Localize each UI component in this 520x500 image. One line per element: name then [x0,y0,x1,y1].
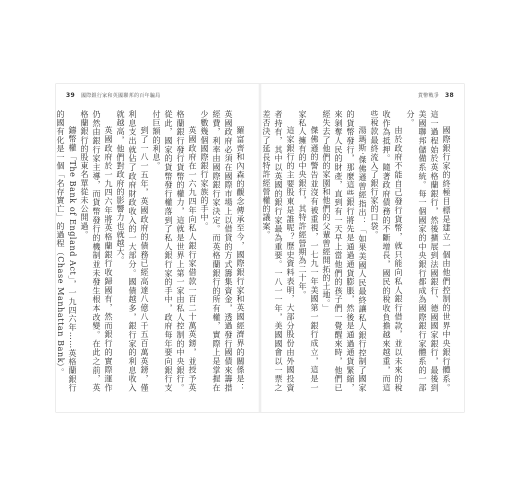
left-paragraph-4: 英國政府於一九四六年將英格蘭銀行收歸國有，然而銀行的實際運作仍然由銀行家主導，而貨幣發行的機制並未發生根本改變。在此之前，英格蘭銀行的股東名單從未公開過。 [80,110,113,392]
right-paragraph-1: 國際銀行家的終極目標是建立一個由他們控制的世界中央銀行體系。這一過程始於英格蘭銀行，然後擴展到法國銀行、德國國家銀行，最後到美國聯邦儲備系統。每一個國家的中央銀行都成為國際銀行家體系的一部分。 [406,110,451,392]
right-paragraph-4: 傑佛遜的警告並沒有被重視，一七九一年美國第一銀行成立，這是一家私人擁有的中央銀行，其特許經營期為二十年。 [298,110,319,392]
left-paragraph-3: 到了一八一五年，英國政府的債務已經高達八億八千五百萬英鎊，僅利息支出就佔了政府財政收入的一大部分。國債越多，銀行家的利息收入就越高，他們對政府的影響力也就越大。 [116,110,149,392]
right-body-text [262,110,452,392]
left-page-number: 39 [66,92,75,99]
right-page [260,84,464,412]
right-paragraph-5: 這家銀行的主要股東是誰呢？歷史資料表明，大部分股份由外國投資者持有，其中以英國的銀行家最為重要。一八一一年，美國國會以一票之差否決了延長特許經營權的議案。 [262,110,295,392]
right-header-title: 貨幣戰爭 [417,93,440,99]
left-body-text [56,110,246,392]
left-paragraph-1: 羅富齊和內森的觀念傳承至今，國際銀行家和英國經濟界的關係是：英國政府必須在國際市場上以借貸的方式籌集資金，透過發行國債來籌措經費，利率由國際銀行家決定。而英格蘭銀行的所有權，實際上是掌握在少數幾個國際銀行家族的手中。 [200,110,245,392]
book-spread [56,84,464,412]
left-paragraph-2: 英國政府在一六九四年向私人銀行家借款一百二十萬英鎊，並授予英格蘭銀行發行貨幣的權力，這就是世界上第一家由私人控制的中央銀行。從此，國家的貨幣發行權落到了私人銀行家的手中，政府每年要向銀行支付巨額的利息。 [152,110,197,392]
left-running-header [66,92,160,99]
right-paragraph-3: 湯瑪斯‧傑佛遜曾經指出：「如果美國人民最終讓私人銀行控制了國家的貨幣發行，那麼這些銀行將先是通過通貨膨脹，然後是通過通貨緊縮，來剝奪人民的財產，直到有一天早上當他們的孩子們一覺醒來時，他們已經失去了他們的家園和他們的父輩曾經開拓的土地。」 [322,110,367,392]
left-header-title: 國際銀行家和英國聯邦的百年騙局 [80,93,161,99]
left-page [56,84,260,412]
right-paragraph-2: 由於政府不能自己發行貨幣，就只能向私人銀行借款，並以未來的稅收作為抵押。隨著政府債務的不斷增長，國民的稅收負擔越來越重，而這些稅款最終流入了銀行家的口袋。 [370,110,403,392]
right-running-header [418,92,454,99]
left-paragraph-5: 鑄幣權「The Bank of England Act」，一九四六年……英格蘭銀行的國有化是一個「名存實亡」的過程（Chase Manhattan Bank）。 [56,110,77,392]
right-page-number: 38 [445,92,454,99]
